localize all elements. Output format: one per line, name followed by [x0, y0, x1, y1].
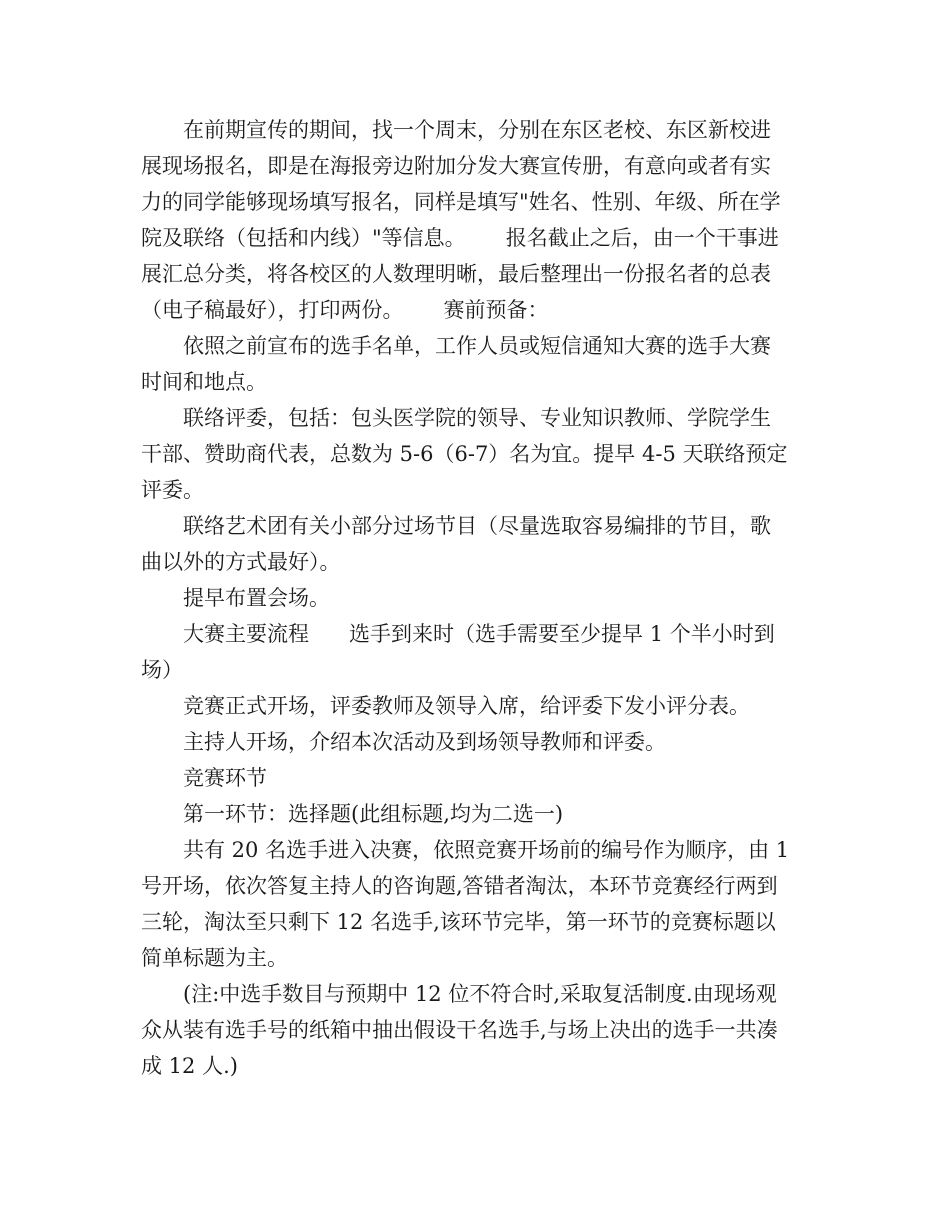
text-line: 时间和地点。	[141, 370, 267, 394]
text-line: 干部、赞助商代表，总数为 5-6（6-7）名为宜。提早 4-5 天联络预定	[141, 442, 788, 466]
text-line: 评委。	[141, 478, 204, 502]
text-line: 主持人开场，介绍本次活动及到场领导教师和评委。	[183, 730, 666, 754]
text-line: （电子稿最好），打印两份。 赛前预备：	[141, 298, 549, 322]
text-line: 展汇总分类，将各校区的人数理明晰，最后整理出一份报名者的总表	[141, 262, 771, 286]
text-line: 联络艺术团有关小部分过场节目（尽量选取容易编排的节目，歌	[183, 514, 771, 538]
text-line: 曲以外的方式最好）。	[141, 550, 341, 574]
text-line: 简单标题为主。	[141, 946, 288, 970]
text-line: 大赛主要流程 选手到来时（选手需要至少提早 1 个半小时到	[183, 622, 775, 646]
text-line: 号开场，依次答复主持人的咨询题,答错者淘汰，本环节竞赛经行两到	[141, 874, 778, 898]
text-line: 成 12 人.)	[141, 1054, 238, 1078]
text-line: 联络评委，包括：包头医学院的领导、专业知识教师、学院学生	[183, 406, 771, 430]
text-line: 竞赛环节	[183, 766, 267, 790]
document-body	[141, 112, 813, 1084]
text-line: 三轮，淘汰至只剩下 12 名选手,该环节完毕，第一环节的竞赛标题以	[141, 910, 776, 934]
text-line: 院及联络（包括和内线）"等信息。 报名截止之后，由一个干事进	[141, 226, 779, 250]
text-line: 第一环节：选择题(此组标题,均为二选一)	[183, 802, 564, 826]
text-line: 在前期宣传的期间，找一个周末，分别在东区老校、东区新校进	[183, 118, 771, 142]
text-line: 场）	[141, 658, 183, 682]
text-line: 展现场报名，即是在海报旁边附加分发大赛宣传册，有意向或者有实	[141, 154, 771, 178]
text-line: 众从装有选手号的纸箱中抽出假设干名选手,与场上决出的选手一共凑	[141, 1018, 778, 1042]
text-line: 力的同学能够现场填写报名，同样是填写"姓名、性别、年级、所在学	[141, 190, 781, 214]
text-line: (注:中选手数目与预期中 12 位不符合时,采取复活制度.由现场观	[183, 982, 777, 1006]
text-line: 提早布置会场。	[183, 586, 330, 610]
text-line: 共有 20 名选手进入决赛，依照竞赛开场前的编号作为顺序，由 1	[183, 838, 790, 862]
text-line: 竞赛正式开场，评委教师及领导入席，给评委下发小评分表。	[183, 694, 750, 718]
text-line: 依照之前宣布的选手名单，工作人员或短信通知大赛的选手大赛	[183, 334, 771, 358]
